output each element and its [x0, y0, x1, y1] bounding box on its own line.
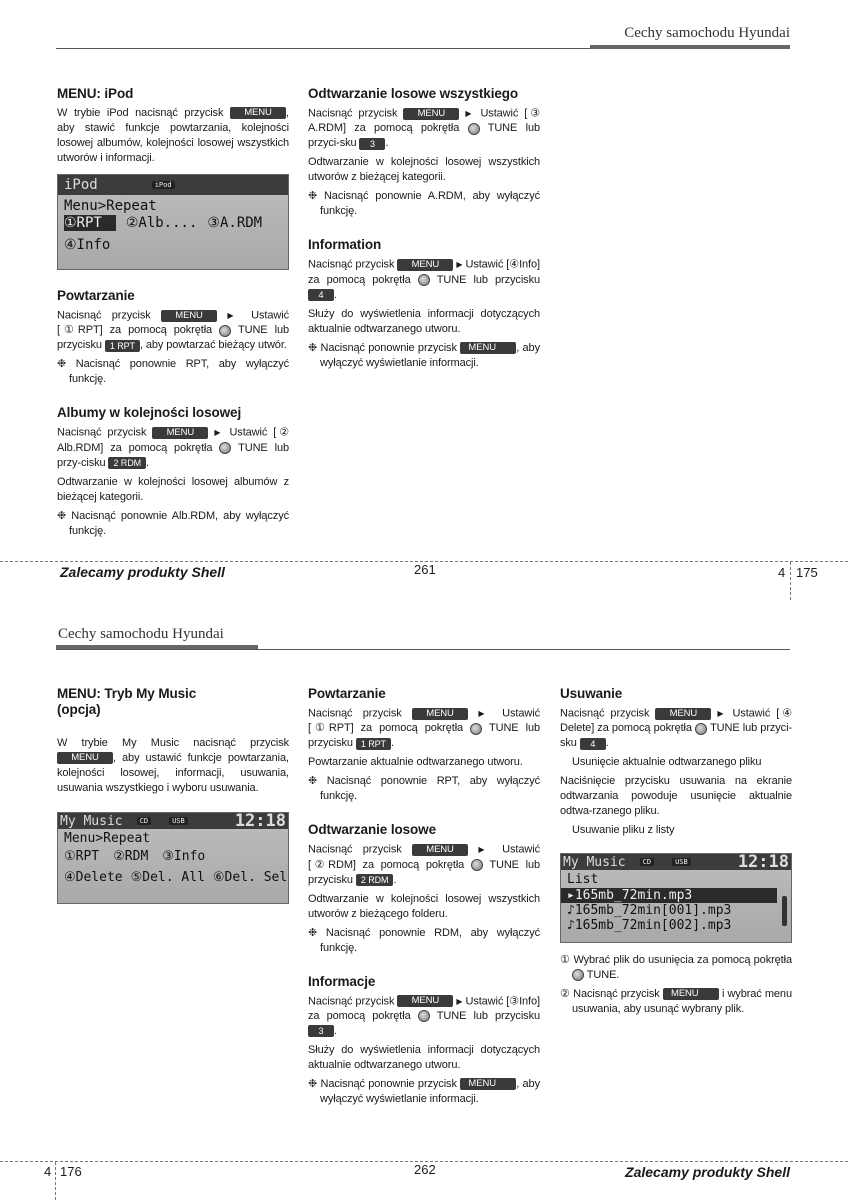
- b-random-desc: Odtwarzanie w kolejności losowej wszystkich utworów z bieżącego folderu.: [308, 892, 540, 920]
- ipod-badge: iPod: [152, 181, 175, 189]
- menu-button-icon: MENU: [655, 708, 711, 720]
- b-info-note: ❉ Nacisnąć ponownie przycisk MENU , aby wyłączyć wyświetlanie informacji.: [308, 1078, 540, 1106]
- information-desc: Służy do wyświetlenia informacji dotyczących aktualnie odtwarzanego utworu.: [308, 307, 540, 335]
- lcd-file-3: ♪165mb_72min[002].mp3: [567, 918, 732, 933]
- b-repeat-note: ❉ Nacisnąć ponownie RPT, aby wyłączyć funkcję.: [308, 775, 540, 803]
- delete-current-desc: Naciśnięcie przycisku usuwania na ekranie odtwarzania powoduje usunięcie aktualnie odtwa-rzanego pliku.: [560, 775, 792, 818]
- footer-chapter-top: 4: [778, 565, 786, 580]
- key-1-icon: 1 RPT: [105, 340, 140, 352]
- ipod-lcd-screen: [57, 174, 289, 270]
- tune-knob-icon: [418, 274, 430, 286]
- lcd-option-rpt: ①RPT: [64, 215, 116, 231]
- mymusic-title: MENU: Tryb My Music (opcja): [57, 686, 197, 717]
- b-info-title: Informacje: [308, 973, 376, 989]
- b-repeat-desc: Powtarzanie aktualnie odtwarzanego utworu.: [308, 756, 523, 769]
- album-random-note: ❉ Nacisnąć ponownie Alb.RDM, aby wyłączyć funkcję.: [57, 509, 289, 537]
- album-random-desc: Odtwarzanie w kolejności losowej albumów z bieżącej kategorii.: [57, 475, 289, 503]
- menu-button-icon: MENU: [460, 342, 516, 354]
- b-random-title: Odtwarzanie losowe: [308, 822, 436, 838]
- bottom-column-3-steps: [560, 953, 792, 1021]
- page-header-bottom: Cechy samochodu Hyundai: [58, 626, 224, 642]
- tune-knob-icon: [418, 1010, 430, 1022]
- lcd-scrollbar: [782, 896, 787, 926]
- lcd-clock: 12:18: [234, 811, 286, 831]
- lcd-menu-row: Menu>Repeat: [64, 831, 151, 846]
- b-info-text: Nacisnąć przycisk MENU ▶ Ustawić [③Info] za pomocą pokrętła TUNE lub przycisku 3 .: [308, 995, 540, 1038]
- key-3-icon: 3: [308, 1025, 334, 1037]
- bottom-column-2: [308, 686, 540, 1111]
- footer-page-number-bottom: 176: [60, 1164, 82, 1179]
- lcd-title-bar: My Music CD USB 12:18: [60, 811, 286, 831]
- lcd-option-alb: ②Alb....: [125, 215, 198, 231]
- lcd-options-row-2: [58, 870, 288, 885]
- lcd-option-delall: ⑤Del. All: [130, 870, 205, 885]
- b-random-note: ❉ Nacisnąć ponownie RDM, aby wyłączyć funkcję.: [308, 926, 540, 954]
- usb-badge: USB: [672, 858, 691, 866]
- lcd-title-bar: My Music CD USB 12:18: [563, 852, 789, 872]
- top-column-1: [57, 86, 289, 170]
- lcd-option-ardm: ③A.RDM: [207, 215, 263, 231]
- menu-button-icon: MENU: [412, 708, 468, 720]
- tune-knob-icon: [219, 325, 231, 337]
- lcd-list-header: List: [567, 872, 599, 887]
- tune-knob-icon: [695, 723, 707, 735]
- top-column-1-lower: [57, 288, 289, 543]
- lcd-option-rpt: ①RPT: [64, 849, 100, 864]
- ipod-title: MENU: iPod: [57, 86, 134, 101]
- tune-knob-icon: [470, 723, 482, 735]
- menu-button-icon: MENU: [412, 844, 468, 856]
- footer-chapter-bottom: 4: [44, 1164, 52, 1179]
- b-repeat-text: Nacisnąć przycisk MENU ▶ Ustawić [①RPT] za pomocą pokrętła TUNE lub przycisku 1 RPT .: [308, 707, 540, 750]
- footer-page-number-top: 175: [796, 565, 818, 580]
- arrow-right-icon: ▶: [478, 709, 492, 718]
- b-info-desc: Służy do wyświetlenia informacji dotyczących aktualnie odtwarzanego utworu.: [308, 1044, 540, 1072]
- tune-knob-icon: [572, 969, 584, 981]
- lcd-options-row-1: [58, 849, 288, 864]
- delete-step-1: ① Wybrać plik do usunięcia za pomocą pokrętła TUNE.: [560, 954, 792, 981]
- lcd-option-delsel: ⑥Del. Sel: [212, 870, 288, 885]
- ipod-text: W trybie iPod nacisnąć przycisk MENU , aby stawić funkcje powtarzania, kolejności losowej albumów, kolejności losowej wszystkich utworów i informacji.: [57, 107, 289, 164]
- arrow-right-icon: ▶: [456, 996, 463, 1006]
- page-header-top: Cechy samochodu Hyundai: [624, 25, 790, 41]
- menu-button-icon: MENU: [230, 107, 286, 119]
- lcd-option-rdm: ②RDM: [113, 849, 149, 864]
- menu-button-icon: MENU: [663, 988, 719, 1000]
- album-random-title: Albumy w kolejności losowej: [57, 405, 242, 421]
- menu-button-icon: MENU: [161, 310, 217, 322]
- lcd-option-info: ③Info: [162, 849, 206, 864]
- arrow-right-icon: ▶: [478, 845, 492, 855]
- all-random-desc: Odtwarzanie w kolejności losowej wszystkich utworów z bieżącej kategorii.: [308, 156, 540, 184]
- information-note: ❉ Nacisnąć ponownie przycisk MENU , aby wyłączyć wyświetlanie informacji.: [308, 341, 540, 369]
- key-1-icon: 1 RPT: [356, 738, 391, 750]
- key-2-icon: 2 RDM: [108, 457, 146, 469]
- key-4-icon: 4: [308, 289, 334, 301]
- bottom-column-3: [560, 686, 792, 842]
- cd-badge: CD: [640, 858, 654, 866]
- header-accent-bottom: [56, 645, 258, 649]
- footer-center-number-bottom: 262: [414, 1162, 436, 1177]
- usb-badge: USB: [169, 817, 188, 825]
- footer-brand-top: Zalecamy produkty Shell: [60, 564, 225, 580]
- lcd-options-row: [58, 215, 288, 231]
- menu-button-icon: MENU: [57, 752, 113, 764]
- mymusic-lcd-screen: [57, 812, 289, 904]
- mymusic-text: W trybie My Music nacisnąć przycisk MENU , aby ustawić funkcje powtarzania, kolejności losowej, informacji, usuwania, usuwania wszystkiego i wyboru usuwania.: [57, 737, 289, 794]
- delete-step-2: ② Nacisnąć przycisk MENU i wybrać menu usuwania, aby usunąć wybrany plik.: [560, 988, 792, 1015]
- lcd-clock: 12:18: [737, 852, 789, 872]
- key-2-icon: 2 RDM: [356, 874, 394, 886]
- all-random-title: Odtwarzanie losowe wszystkiego: [308, 86, 519, 101]
- b-repeat-title: Powtarzanie: [308, 686, 386, 701]
- arrow-right-icon: ▶: [465, 109, 475, 118]
- cd-badge: CD: [137, 817, 151, 825]
- arrow-right-icon: ▶: [227, 311, 241, 320]
- all-random-note: ❉ Nacisnąć ponownie A.RDM, aby wyłączyć funkcję.: [308, 190, 540, 218]
- tune-knob-icon: [471, 859, 483, 871]
- arrow-right-icon: ▶: [456, 260, 463, 270]
- header-rule-bottom: [56, 649, 790, 650]
- b-random-text: Nacisnąć przycisk MENU ▶ Ustawić [②RDM] za pomocą pokrętła TUNE lub przycisku 2 RDM .: [308, 843, 540, 886]
- tune-knob-icon: [468, 123, 480, 135]
- key-4-icon: 4: [580, 738, 606, 750]
- delete-list-lcd-screen: [560, 853, 792, 943]
- delete-text: Nacisnąć przycisk MENU ▶ Ustawić [④ Delete] za pomocą pokrętła TUNE lub przyci-sku 4 .: [560, 707, 792, 750]
- information-title: Information: [308, 237, 382, 253]
- key-3-icon: 3: [359, 138, 385, 150]
- delete-current-heading: Usunięcie aktualnie odtwarzanego pliku: [572, 756, 762, 769]
- album-random-text: Nacisnąć przycisk MENU ▶ Ustawić [② Alb.RDM] za pomocą pokrętła TUNE lub przy-cisku 2 RDM .: [57, 426, 289, 469]
- menu-button-icon: MENU: [152, 427, 208, 439]
- header-accent-top: [590, 45, 790, 49]
- top-column-2: [308, 86, 540, 375]
- all-random-text: Nacisnąć przycisk MENU ▶ Ustawić [③ A.RDM] za pomocą pokrętła TUNE lub przyci-sku 3 .: [308, 107, 540, 150]
- menu-button-icon: MENU: [397, 259, 453, 271]
- arrow-right-icon: ▶: [214, 428, 224, 438]
- information-text: Nacisnąć przycisk MENU ▶ Ustawić [④Info] za pomocą pokrętła TUNE lub przycisku 4 .: [308, 258, 540, 301]
- arrow-right-icon: ▶: [717, 709, 727, 718]
- repeat-title: Powtarzanie: [57, 288, 135, 303]
- lcd-menu-row: Menu>Repeat: [64, 198, 157, 214]
- repeat-text: Nacisnąć przycisk MENU ▶ Ustawić [①RPT] za pomocą pokrętła TUNE lub przycisku 1 RPT , aby powtarzać bieżący utwór.: [57, 309, 289, 352]
- lcd-option-delete: ④Delete: [64, 870, 123, 885]
- menu-button-icon: MENU: [397, 995, 453, 1007]
- menu-button-icon: MENU: [460, 1078, 516, 1090]
- repeat-note: ❉ Nacisnąć ponownie RPT, aby wyłączyć funkcję.: [57, 358, 289, 386]
- lcd-title-bar: iPod iPod: [58, 175, 288, 195]
- delete-list-heading: Usuwanie pliku z listy: [572, 824, 675, 837]
- lcd-file-2: ♪165mb_72min[001].mp3: [567, 903, 732, 918]
- bottom-column-1: [57, 686, 289, 800]
- lcd-option-info: ④Info: [64, 237, 111, 253]
- tune-knob-icon: [219, 442, 231, 454]
- footer-center-number-top: 261: [414, 562, 436, 577]
- menu-button-icon: MENU: [403, 108, 459, 120]
- lcd-file-selected: ▸165mb_72min.mp3: [561, 888, 777, 903]
- footer-page-divider-bottom: [55, 1162, 56, 1200]
- footer-page-divider-top: [790, 562, 791, 600]
- footer-brand-bottom: Zalecamy produkty Shell: [625, 1164, 790, 1180]
- delete-title: Usuwanie: [560, 686, 623, 701]
